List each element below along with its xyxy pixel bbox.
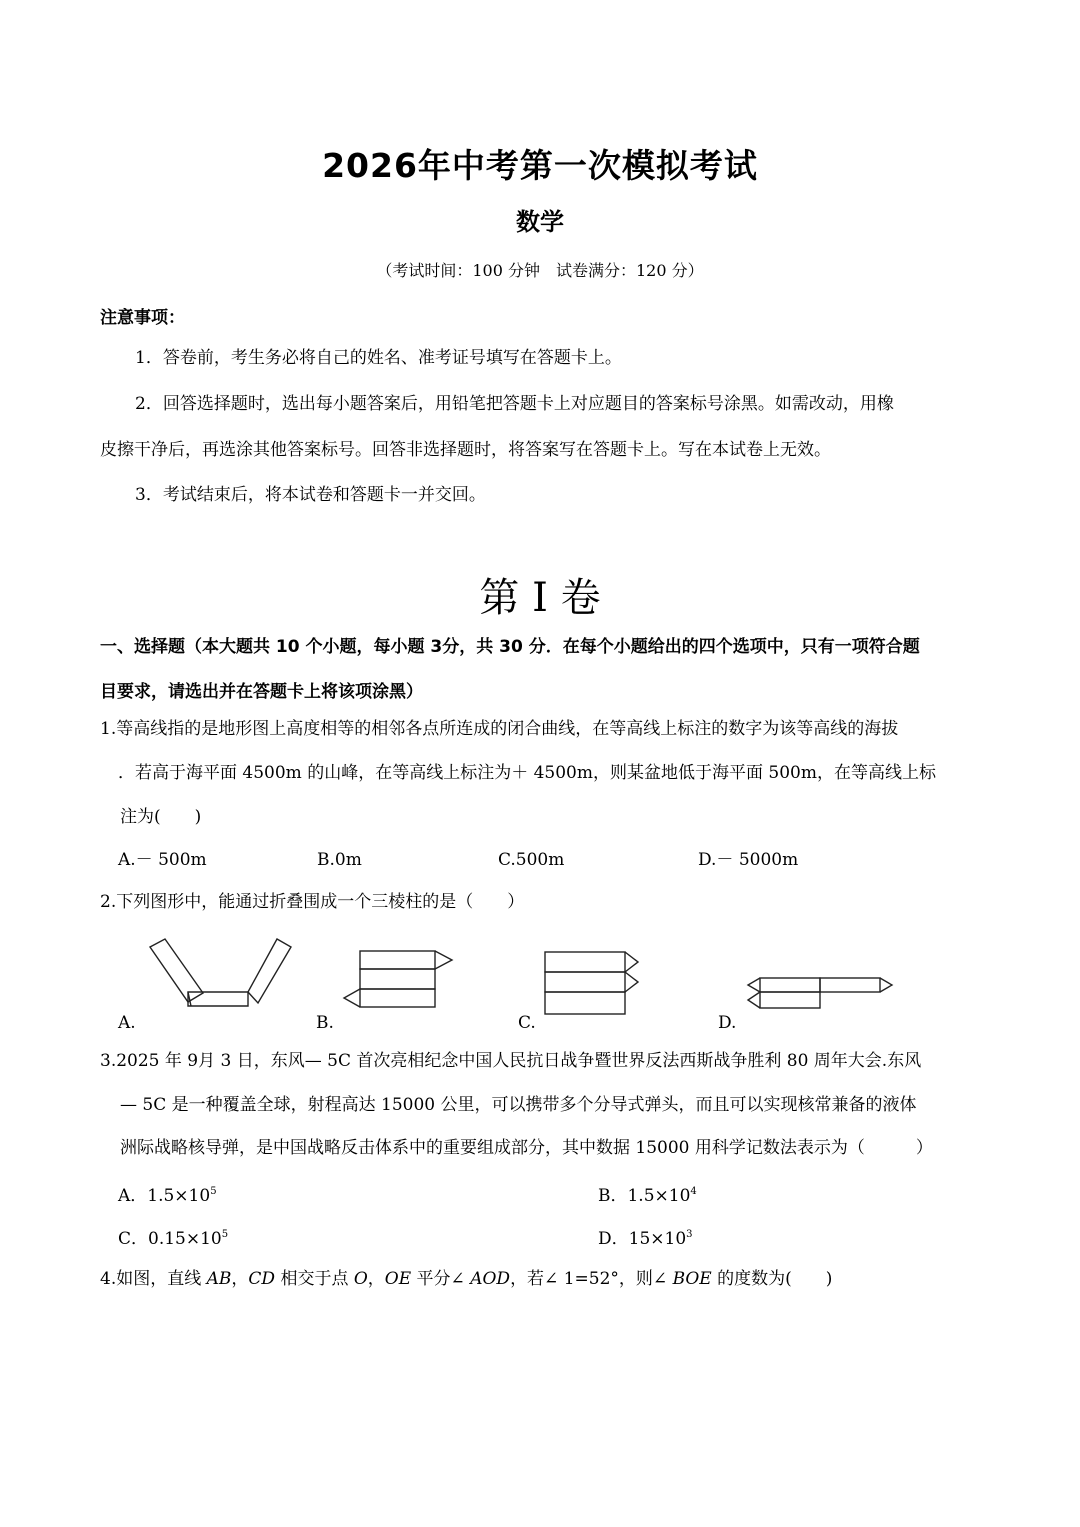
subject-title: 数学 [516, 208, 564, 236]
exam-info: （考试时间：100 分钟 试卷满分：120 分） [376, 261, 704, 280]
q3-line-1: 3.2025 年 9月 3 日，东风— 5C 首次亮相纪念中国人民抗日战争暨世界反法西斯战争胜利 80 周年大会.东风 [100, 1051, 922, 1071]
q3-option-a-base: A．1.5×10 [118, 1186, 211, 1206]
q4-text: ， [231, 1269, 249, 1289]
q4-line-cd: CD [248, 1269, 276, 1289]
note-item-3: 3．考试结束后，将本试卷和答题卡一并交回。 [135, 485, 486, 505]
q3-option-c-exponent: 5 [221, 1229, 229, 1240]
q3-option-b-exponent: 4 [690, 1186, 697, 1197]
q4-angle-boe: BOE [672, 1269, 712, 1289]
q1-option-c: C.500m [498, 850, 565, 870]
q2-option-c: C. [518, 1013, 536, 1033]
q4-text: 平分∠ [411, 1269, 471, 1289]
q4-point-o: O [353, 1269, 368, 1289]
q4-angle-aod: AOD [470, 1269, 511, 1289]
q4-ray-oe: OE [384, 1269, 412, 1289]
q4-text: 相交于点 [275, 1269, 354, 1289]
q3-option-b-base: B．1.5×10 [598, 1186, 691, 1206]
q2-option-b: B. [316, 1013, 334, 1033]
q1-option-d: D.－ 5000m [698, 850, 799, 870]
q2-option-a: A. [118, 1013, 136, 1033]
note-item-2-line-1: 2．回答选择题时，选出每小题答案后，用铅笔把答题卡上对应题目的答案标号涂黑。如需改动，用橡 [135, 394, 894, 414]
q1-line-2: ．若高于海平面 4500m 的山峰，在等高线上标注为＋ 4500m，则某盆地低于海平面 500m，在等高线上标 [118, 763, 936, 783]
q2-figure-d [740, 972, 900, 1014]
q2-figure-a [145, 935, 300, 1015]
q3-option-c [118, 1224, 228, 1250]
q3-line-2: — 5C 是一种覆盖全球，射程高达 15000 公里，可以携带多个分导式弹头，而且可以实现核常兼备的液体 [120, 1095, 917, 1115]
q3-option-a-exponent: 5 [210, 1186, 217, 1197]
note-item-2-line-2: 皮擦干净后，再选涂其他答案标号。回答非选择题时，将答案写在答题卡上。写在本试卷上无效。 [100, 440, 831, 460]
q2-stem: 2.下列图形中，能通过折叠围成一个三棱柱的是（ ） [100, 892, 525, 912]
q1-line-3: 注为( ) [120, 807, 202, 827]
q3-option-c-base: C．0.15×10 [118, 1229, 222, 1249]
exam-title: 2026年中考第一次模拟考试 [322, 146, 758, 185]
section-title: 第 I 卷 [479, 575, 601, 621]
q1-line-1: 1.等高线指的是地形图上高度相等的相邻各点所连成的闭合曲线，在等高线上标注的数字为该等高线的海拔 [100, 719, 899, 739]
q4-text: ， [367, 1269, 385, 1289]
q4-line-ab: AB [206, 1269, 232, 1289]
q1-option-b: B.0m [317, 850, 362, 870]
q3-option-d [598, 1224, 693, 1250]
q2-figure-c [540, 948, 645, 1020]
q4-text: ，若∠ 1=52°，则∠ [510, 1269, 673, 1289]
q4-stem [100, 1268, 832, 1290]
q3-option-d-exponent: 3 [686, 1229, 693, 1240]
notes-heading: 注意事项： [100, 308, 185, 328]
q2-option-d: D. [718, 1013, 737, 1033]
q3-option-a [118, 1181, 217, 1207]
section-desc-line-2: 目要求，请选出并在答题卡上将该项涂黑） [100, 682, 423, 702]
q3-option-d-base: D．15×10 [598, 1229, 687, 1249]
q3-option-b [598, 1181, 697, 1207]
q1-option-a: A.－ 500m [118, 850, 207, 870]
note-item-1: 1．答卷前，考生务必将自己的姓名、准考证号填写在答题卡上。 [135, 348, 622, 368]
q3-line-3: 洲际战略核导弹，是中国战略反击体系中的重要组成部分，其中数据 15000 用科学记数法表示为（ ） [120, 1138, 933, 1158]
section-desc-line-1: 一、选择题（本大题共 10 个小题，每小题 3分，共 30 分．在每个小题给出的四个选项中，只有一项符合题 [100, 637, 920, 657]
q4-text: 4.如图，直线 [100, 1269, 207, 1289]
q2-figure-b [340, 945, 460, 1010]
q4-text: 的度数为( ) [711, 1269, 833, 1289]
